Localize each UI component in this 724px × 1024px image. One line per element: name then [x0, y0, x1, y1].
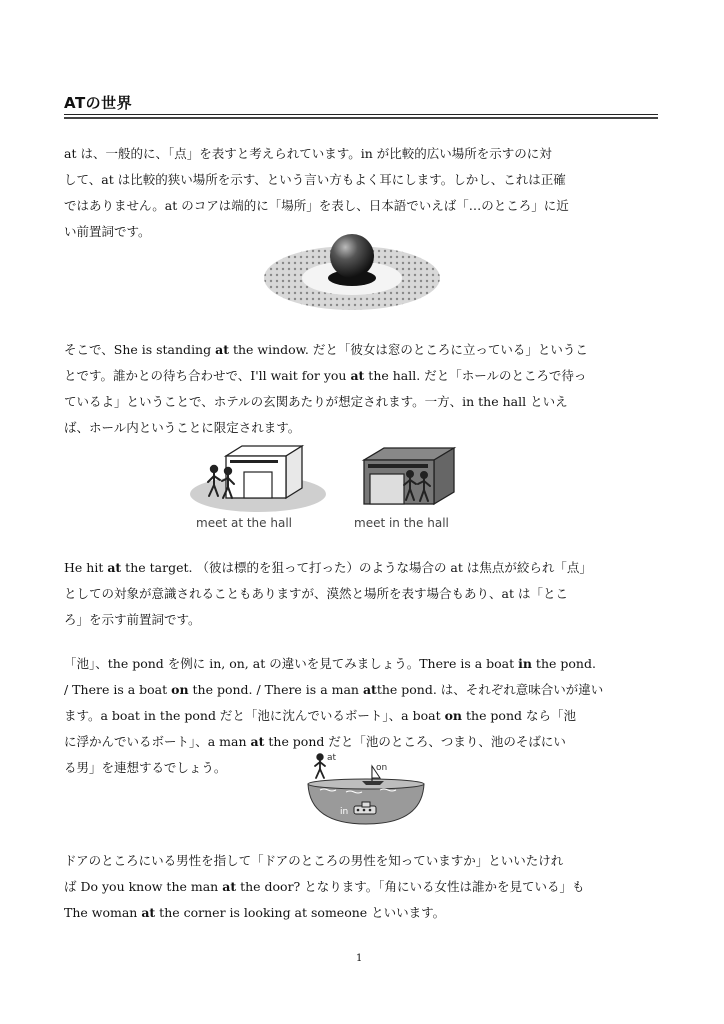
text-line: る男」を連想するでしょう。: [64, 760, 227, 775]
bold-preposition: at: [141, 905, 156, 920]
text-line: The woman at the corner is looking at someone といいます。: [64, 905, 446, 920]
bold-preposition: at: [250, 734, 265, 749]
bold-preposition: at: [215, 342, 229, 357]
label-in: in: [340, 807, 349, 817]
text-line: ます。a boat in the pond だと「池に沈んでいるボート」、a boat on the pond なら「池: [64, 708, 576, 723]
paragraph-hit-at-target: [64, 555, 658, 633]
meet-at-hall-illustration: [186, 440, 326, 515]
text-line: して、at は比較的狭い場所を示す、という言い方もよく耳にします。しかし、これは正確: [64, 172, 566, 187]
text-line: としての対象が意識されることもありますが、漠然と場所を表す場合もあり、at は「とこ: [64, 586, 568, 601]
text-line: ではありません。at のコアは端的に「場所」を表し、日本語でいえば「…のところ」に近: [64, 198, 569, 213]
text-line: に浮かんでいるボート」、a man at the pond だと「池のところ、つまり、池のそばにい: [64, 734, 566, 749]
text-line: He hit at the target. （彼は標的を狙って打った）のような場合の at は焦点が絞られ「点」: [64, 560, 592, 575]
text-line: そこで、She is standing at the window. だと「彼女は窓のところに立っている」というこ: [64, 342, 588, 357]
page-title: ATの世界: [64, 94, 133, 112]
text-line: at は、一般的に、「点」を表すと考えられています。in が比較的広い場所を示すのに対: [64, 146, 552, 161]
bold-preposition: at: [222, 879, 237, 894]
title-rule: [64, 114, 658, 115]
bold-preposition: in: [518, 656, 532, 671]
label-at: at: [327, 753, 337, 763]
text-line: / There is a boat on the pond. / There is a man atthe pond. は、それぞれ意味合いが違い: [64, 682, 604, 697]
text-line: い前置詞です。: [64, 224, 151, 239]
text-line: ろ」を示す前置詞です。: [64, 612, 201, 627]
pond-in-on-at-illustration: [300, 748, 430, 828]
text-line: ドアのところにいる男性を指して「ドアのところの男性を知っていますか」といいたけれ: [64, 853, 564, 868]
meet-in-hall-illustration: [346, 440, 476, 515]
paragraph-at-the-door: [64, 848, 658, 926]
text-line: とです。誰かとの待ち合わせで、I'll wait for you at the hall. だと「ホールのところで待っ: [64, 368, 587, 383]
page-number: 1: [356, 953, 363, 964]
title-rule-thick: [64, 117, 658, 119]
bold-preposition: on: [444, 708, 463, 723]
bold-preposition: at: [107, 560, 122, 575]
text-line: ば Do you know the man at the door? となります。「角にいる女性は誰かを見ている」も: [64, 879, 585, 894]
ball-at-point-illustration: [262, 218, 442, 318]
caption-meet-in-the-hall: meet in the hall: [354, 516, 449, 530]
caption-meet-at-the-hall: meet at the hall: [196, 516, 292, 530]
text-line: ば、ホール内ということに限定されます。: [64, 420, 301, 435]
bold-preposition: at: [362, 682, 377, 697]
bold-preposition: on: [171, 682, 189, 697]
text-line: 「池」、the pond を例に in, on, at の違いを見てみましょう。There is a boat in the pond.: [64, 656, 596, 671]
text-line: ているよ」ということで、ホテルの玄関あたりが想定されます。一方、in the hall といえ: [64, 394, 568, 409]
label-on: on: [376, 763, 388, 773]
bold-preposition: at: [350, 368, 365, 383]
paragraph-at-the-window: [64, 337, 658, 441]
